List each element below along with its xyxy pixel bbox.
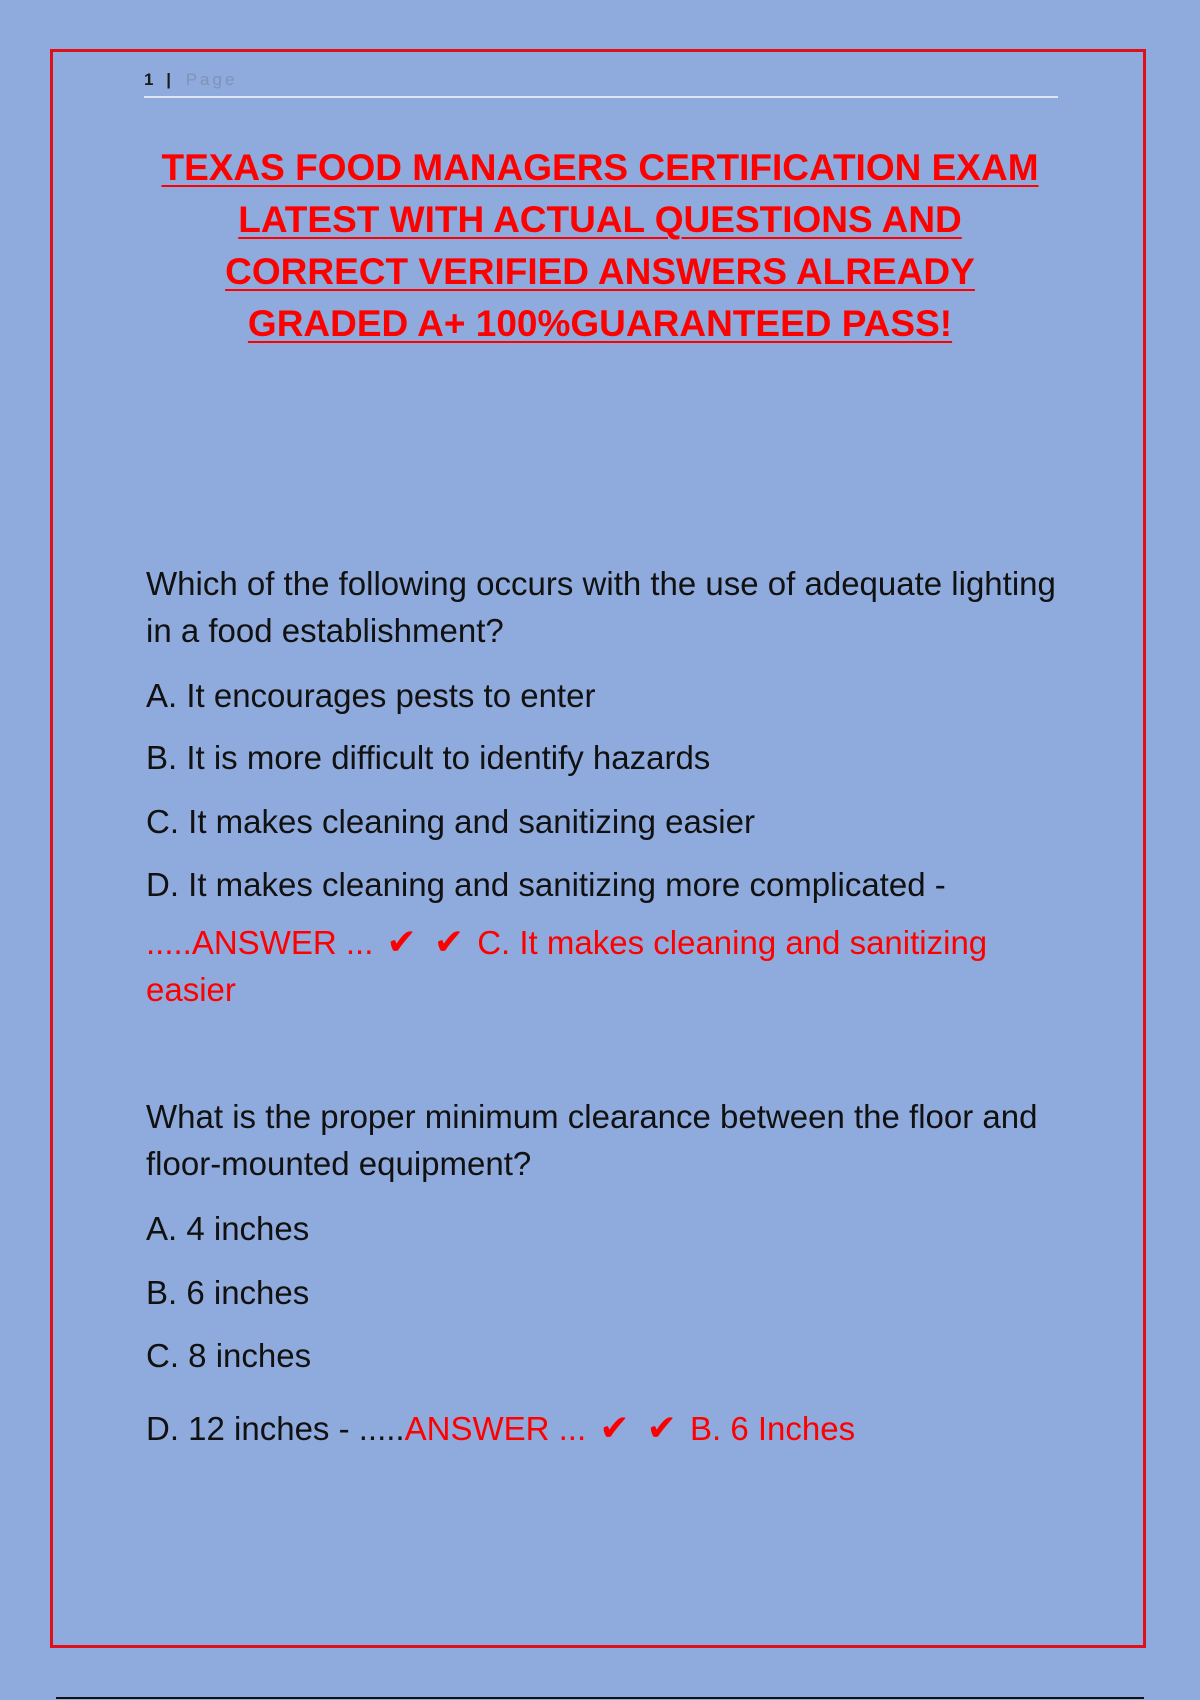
- question-2-option-d: D. 12 inches - .....: [146, 1410, 405, 1447]
- page-label: Page: [185, 70, 238, 89]
- question-1-option-a: A. It encourages pests to enter: [146, 677, 596, 714]
- page-header: [144, 70, 1058, 98]
- bottom-rule: [56, 1697, 1144, 1699]
- question-2-text: What is the proper minimum clearance between the floor and floor-mounted equipment?: [146, 1098, 1038, 1182]
- page-number: 1: [144, 70, 157, 89]
- answer-text: B. 6 Inches: [690, 1410, 856, 1447]
- check-mark-icon: ✔: [433, 921, 465, 962]
- question-2-option-c: C. 8 inches: [146, 1337, 312, 1374]
- answer-prefix: ANSWER ...: [404, 1410, 587, 1447]
- check-mark-icon: ✔: [646, 1407, 677, 1448]
- question-1-option-d: D. It makes cleaning and sanitizing more complicated -: [146, 866, 946, 903]
- page-separator: |: [166, 70, 174, 89]
- question-1-answer: [146, 918, 1076, 1013]
- question-2-option-d-with-answer: [146, 1404, 1066, 1452]
- answer-text: C. It makes cleaning and sanitizing easier: [146, 924, 988, 1008]
- check-mark-icon: ✔: [599, 1407, 630, 1448]
- check-mark-icon: ✔: [386, 921, 417, 962]
- document-title: TEXAS FOOD MANAGERS CERTIFICATION EXAM LATEST WITH ACTUAL QUESTIONS AND CORRECT VERIFIED ANSWERS ALREADY GRADED A+ 100%GUARANTEED PASS!: [161, 147, 1039, 344]
- question-2-option-a: A. 4 inches: [146, 1210, 310, 1247]
- question-2-option-b: B. 6 inches: [146, 1274, 310, 1311]
- answer-prefix: .....ANSWER ...: [146, 924, 374, 961]
- question-1-option-c: C. It makes cleaning and sanitizing easier: [146, 803, 755, 840]
- question-1-option-b: B. It is more difficult to identify hazards: [146, 739, 711, 776]
- question-1-text: Which of the following occurs with the use of adequate lighting in a food establishment?: [146, 565, 1056, 649]
